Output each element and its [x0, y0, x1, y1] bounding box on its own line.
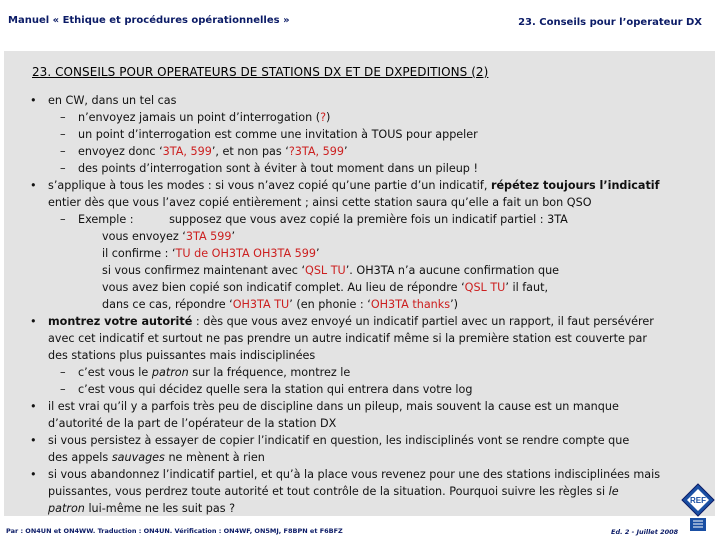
- bullet-continuation: puissantes, vous perdrez toute autorité et tout contrôle de la situation. Pourquoi suivre les règles si le: [48, 485, 619, 498]
- bullet-all-modes: • s’applique à tous les modes : si vous n’avez copié qu’une partie d’un indicatif, répétez toujours l’indicatif: [30, 179, 660, 192]
- bullet-icon: •: [30, 468, 37, 481]
- dash-icon: –: [60, 111, 66, 124]
- example-line: vous envoyez ‘3TA 599’: [102, 230, 236, 243]
- bullet-cw: • en CW, dans un tel cas: [30, 94, 177, 107]
- bullet-authority: • montrez votre autorité : dès que vous avez envoyé un indicatif partiel avec un rapport, il faut persévérer: [30, 315, 654, 328]
- bullet-abandon: • si vous abandonnez l’indicatif partiel, et qu’à la place vous revenez pour une des stations indisciplinées mais: [30, 468, 661, 481]
- bullet-discipline: • il est vrai qu’il y a parfois très peu de discipline dans un pileup, mais souvent la cause est un manque: [30, 400, 619, 413]
- sub-item: – un point d’interrogation est comme une invitation à TOUS pour appeler: [60, 128, 478, 141]
- dash-icon: –: [60, 383, 66, 396]
- dash-icon: –: [60, 366, 66, 379]
- logo-text: REF: [690, 496, 706, 505]
- bullet-persist: • si vous persistez à essayer de copier l’indicatif en question, les indisciplinés vont se rendre compte que: [30, 434, 630, 447]
- bullet-continuation: avec cet indicatif et surtout ne pas prendre un autre indicatif même si la première station est couverte par: [48, 332, 647, 345]
- bullet-continuation: entier dès que vous l’avez copié entièrement ; ainsi cette station saura qu’elle a fait un bon QSO: [48, 196, 592, 209]
- bullet-icon: •: [30, 179, 37, 192]
- sub-item-example: – Exemple : supposez que vous avez copié la première fois un indicatif partiel : 3TA: [60, 213, 568, 226]
- bullet-continuation: d’autorité de la part de l’opérateur de la station DX: [48, 417, 337, 430]
- bullet-icon: •: [30, 94, 37, 107]
- sub-item: – c’est vous qui décidez quelle sera la station qui entrera dans votre log: [60, 383, 473, 396]
- example-line: il confirme : ‘TU de OH3TA OH3TA 599’: [102, 247, 320, 260]
- header-manual-title: Manuel « Ethique et procédures opérationnelles »: [8, 15, 290, 26]
- dash-icon: –: [60, 128, 66, 141]
- sub-item: – n’envoyez jamais un point d’interrogation (?): [60, 111, 331, 124]
- bullet-icon: •: [30, 315, 37, 328]
- dash-icon: –: [60, 145, 66, 158]
- dash-icon: –: [60, 213, 66, 226]
- bullet-icon: •: [30, 400, 37, 413]
- example-line: dans ce cas, répondre ‘OH3TA TU’ (en phonie : ‘OH3TA thanks’): [102, 298, 458, 311]
- bullet-continuation: patron lui-même ne les suit pas ?: [48, 502, 236, 515]
- bullet-continuation: des stations plus puissantes mais indisciplinées: [48, 349, 316, 362]
- dash-icon: –: [60, 162, 66, 175]
- sub-item: – envoyez donc ‘3TA, 599’, et non pas ‘?3TA, 599’: [60, 145, 348, 158]
- ref-logo: [681, 483, 715, 533]
- slide-title: 23. CONSEILS POUR OPERATEURS DE STATIONS DX ET DE DXPEDITIONS (2): [32, 65, 489, 79]
- bullet-icon: •: [30, 434, 37, 447]
- sub-item: – c’est vous le patron sur la fréquence, montrez le: [60, 366, 351, 379]
- sub-item: – des points d’interrogation sont à éviter à tout moment dans un pileup !: [60, 162, 478, 175]
- footer-credits: Par : ON4UN et ON4WW. Traduction : ON4UN. Vérification : ON4WF, ON5MJ, F8BPN et F6BFZ: [6, 527, 343, 535]
- header-section-title: 23. Conseils pour l’operateur DX: [518, 17, 702, 28]
- example-line: vous avez bien copié son indicatif complet. Au lieu de répondre ‘QSL TU’ il faut,: [102, 281, 549, 294]
- footer-edition: Ed. 2 - Juillet 2008: [611, 528, 679, 536]
- body-text: [30, 92, 712, 517]
- bullet-continuation: des appels sauvages ne mènent à rien: [48, 451, 265, 464]
- example-line: si vous confirmez maintenant avec ‘QSL TU’. OH3TA n’a aucune confirmation que: [102, 264, 560, 277]
